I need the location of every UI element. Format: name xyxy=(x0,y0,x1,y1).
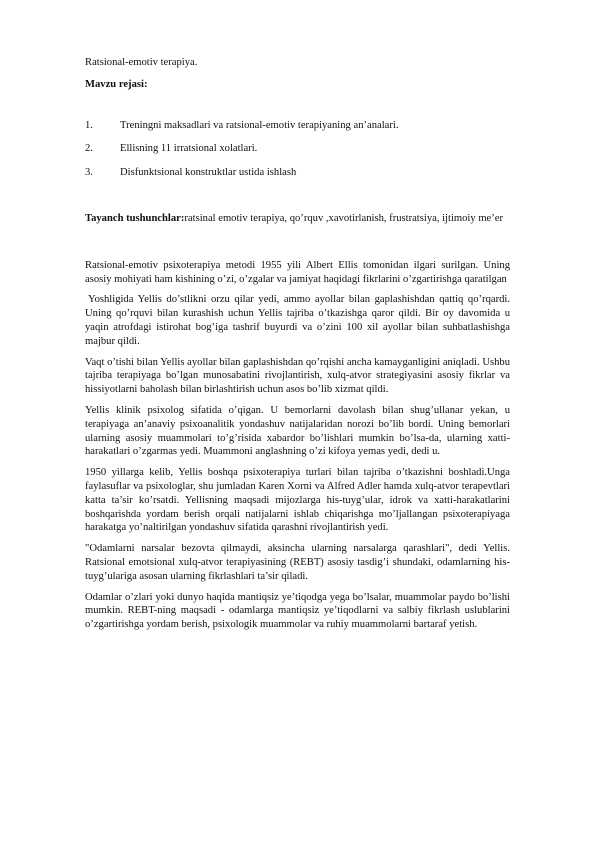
plan-item-text: Ellisning 11 irratsional xolatlari. xyxy=(120,143,258,155)
plan-item-number: 2. xyxy=(85,143,93,155)
plan-list xyxy=(85,119,510,180)
plan-item xyxy=(85,142,510,156)
body-paragraph: Odamlar o’zlari yoki dunyo haqida mantiqsiz ye’tiqodga yega bo’lsalar, muammolar paydo bo’lishi mumkin. REBT-ning maqsadi - odamlarga mantiqsiz ye’tiqodlarni va salbiy fikrlash uslublarini o’zgartirishga yordam berish, psixologik muammolar va ruhiy muammolarni bartaraf yetish. xyxy=(85,591,510,631)
document-page xyxy=(85,56,510,639)
plan-item xyxy=(85,166,510,180)
document-title: Ratsional-emotiv terapiya. xyxy=(85,57,198,68)
body-paragraph: Yellis klinik psixolog sifatida o’qigan. U bemorlarni davolash bilan shug’ullanar yekan, u terapiyaga an’anaviy psixoanalitik yondashuv natijalaridan norozi bo’lib bordi. Uning bemorlari ularning asosiy muammolari to’g’risida xabardor bo’lishlari mumkin bo’lsa-da, ularning xatti-harakatlari o’zgarmas yedi. Muammoni anglashning o’zi kifoya yemas yedi, dedi u. xyxy=(85,404,510,458)
plan-item-number: 1. xyxy=(85,119,93,131)
plan-item xyxy=(85,119,510,133)
plan-item-number: 3. xyxy=(85,167,93,179)
body-paragraph: Ratsional-emotiv psixoterapiya metodi 1955 yili Albert Ellis tomonidan ilgari surilgan. Uning asosiy mohiyati ham kishining o’zi, o’zgalar va jamiyat haqidagi fikrlarini o’zgartirishga qaratilgan xyxy=(85,259,510,285)
key-concepts-text: ratsinal emotiv terapiya, qo’rquv ,xavotirlanish, frustratsiya, ijtimoiy me’er xyxy=(184,212,504,224)
plan-heading: Mavzu rejasi: xyxy=(85,78,148,90)
body-paragraph: "Odamlarni narsalar bezovta qilmaydi, aksincha ularning narsalarga qarashlari", dedi Yellis. Ratsional emotsional xulq-atvor terapiyasining (REBT) asosiy tasdig’i shundaki, odamlarning his-tuyg’ulariga asosan ularning fikrlashlari ta’sir qiladi. xyxy=(85,543,510,582)
plan-item-text: Disfunktsional konstruktlar ustida ishlash xyxy=(120,167,297,179)
body-paragraph: 1950 yillarga kelib, Yellis boshqa psixoterapiya turlari bilan tajriba o’tkazishni boshladi.Unga faylasuflar va psixologlar, shu jumladan Karen Xorni va Alfred Adler hamda xulq-atvor terapevtlari katta ta’sir ko’rsatdi. Yellisning maqsadi mijozlarga his-tuyg’ular, idrok va xatti-harakatlarini boshqarishda yordam berish orqali natijalarni ishlab chiqarishga mo’ljallangan psixoterapiyaga harakatga yo’naltirilgan yondashuv sifatida qarashni rivojlantirish yedi. xyxy=(85,467,510,534)
key-concepts-label: Tayanch tushunchlar: xyxy=(85,212,185,224)
plan-item-text: Treningni maksadlari va ratsional-emotiv terapiyaning an’analari. xyxy=(120,119,399,131)
key-concepts xyxy=(85,212,510,226)
body-paragraph: Vaqt o’tishi bilan Yellis ayollar bilan gaplashishdan qo’rqishi ancha kamayganligini aniqladi. Ushbu tajriba terapiyaga bo’lgan munosabatini rivojlantirish, xulq-atvor strategiyasini asosiy fikrlar va hissiyotlarni baholash bilan birlashtirish uchun asos bo’lib xizmat qildi. xyxy=(85,356,510,396)
body-paragraph: Yoshligida Yellis do’stlikni orzu qilar yedi, ammo ayollar bilan gaplashishdan qattiq qo’rqardi. Uning qo’rquvi bilan kurashish uchun Yellis tajriba o’tkazishga qaror qildi. Bir oy davomida u yaqin atrofdagi istirohat bog’iga tashrif buyurdi va o’zini 100 xil ayollar bilan suhbatlashishga majbur qildi. xyxy=(85,294,510,347)
